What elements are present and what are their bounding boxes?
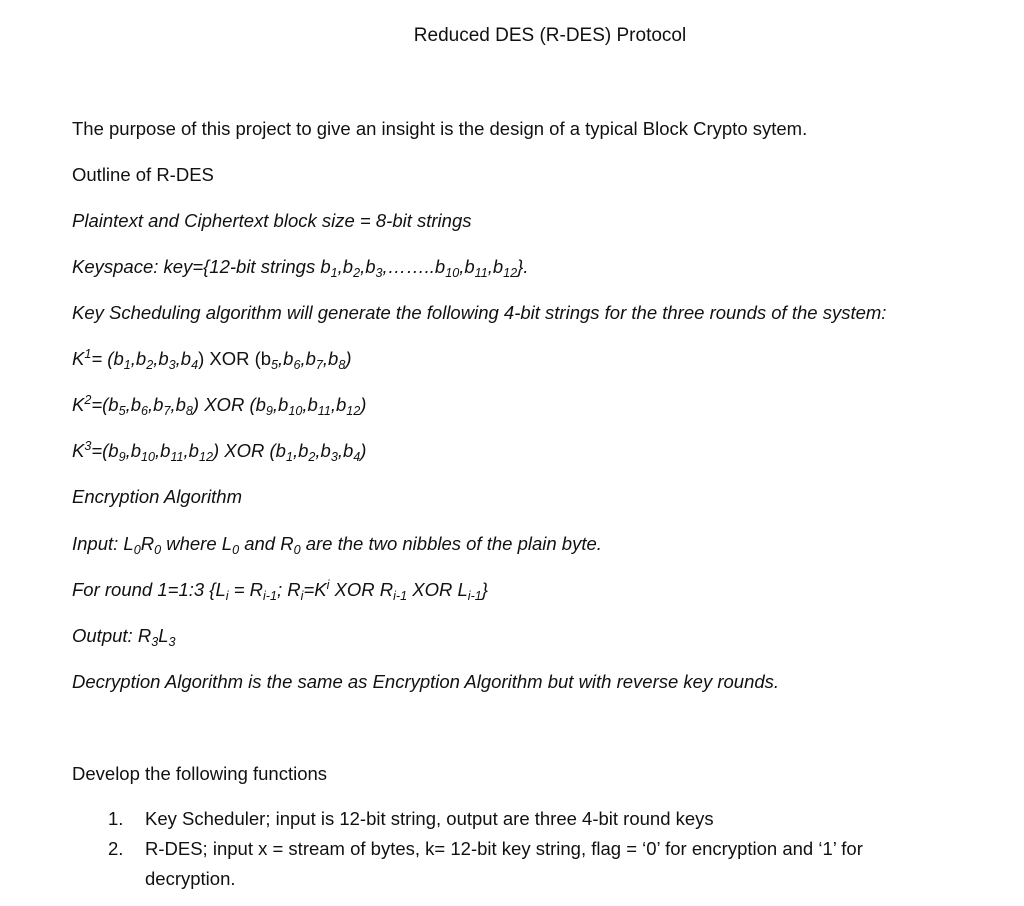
key-scheduling-text: Key Scheduling algorithm will generate the following 4-bit strings for the three rounds of the system:: [72, 302, 887, 323]
list-text: R-DES; input x = stream of bytes, k= 12-bit key string, flag = ‘0’ for encryption and ‘1’ for: [145, 838, 863, 859]
list-text: Key Scheduler; input is 12-bit string, output are three 4-bit round keys: [145, 808, 714, 829]
develop-heading: Develop the following functions: [72, 763, 328, 784]
outline-heading: Outline of R-DES: [72, 164, 214, 185]
list-number: 1.: [108, 808, 124, 829]
k2-formula: $K^2=(b_5,b_6,b_7,b_8)$ XOR $(b_9,b_{10},b_{11},b_{12})$: [72, 393, 367, 418]
block-size-text: Plaintext and Ciphertext block size = 8-bit strings: [72, 210, 472, 231]
encryption-heading: Encryption Algorithm: [72, 486, 242, 507]
input-line: Input: $L_0R_0$ where $L_0$ and $R_0$ are the two nibbles of the plain byte.: [72, 533, 602, 557]
round-line: For round 1=1:3 {$L_i = R_{i-1}$; $R_i=K^i$ XOR $R_{i-1}$ XOR $L_{i-1}$}: [72, 578, 488, 603]
k3-formula: $K^3=(b_9,b_{10},b_{11},b_{12})$ XOR $(b_1,b_2,b_3,b_4)$: [72, 439, 367, 464]
keyspace-text: Keyspace: key={12-bit strings $b_1,b_2,b_3,\dots\dots..b_{10},b_{11},b_{12}$}.: [72, 256, 529, 280]
list-number: 2.: [108, 838, 124, 859]
page-title: Reduced DES (R-DES) Protocol: [413, 25, 687, 46]
purpose-text: The purpose of this project to give an insight is the design of a typical Block Crypto sytem.: [72, 118, 808, 139]
list-item-continuation: decryption.: [145, 868, 236, 889]
decryption-text: Decryption Algorithm is the same as Encryption Algorithm but with reverse key rounds.: [72, 671, 780, 692]
list-item: [108, 808, 714, 830]
k1-formula: $K^1= (b_1,b_2,b_3,b_4)$ XOR $(b_5,b_6,b_7,b_8)$: [72, 347, 352, 372]
output-line: Output: $R_3L_3$: [72, 625, 176, 649]
list-item: [108, 838, 863, 860]
